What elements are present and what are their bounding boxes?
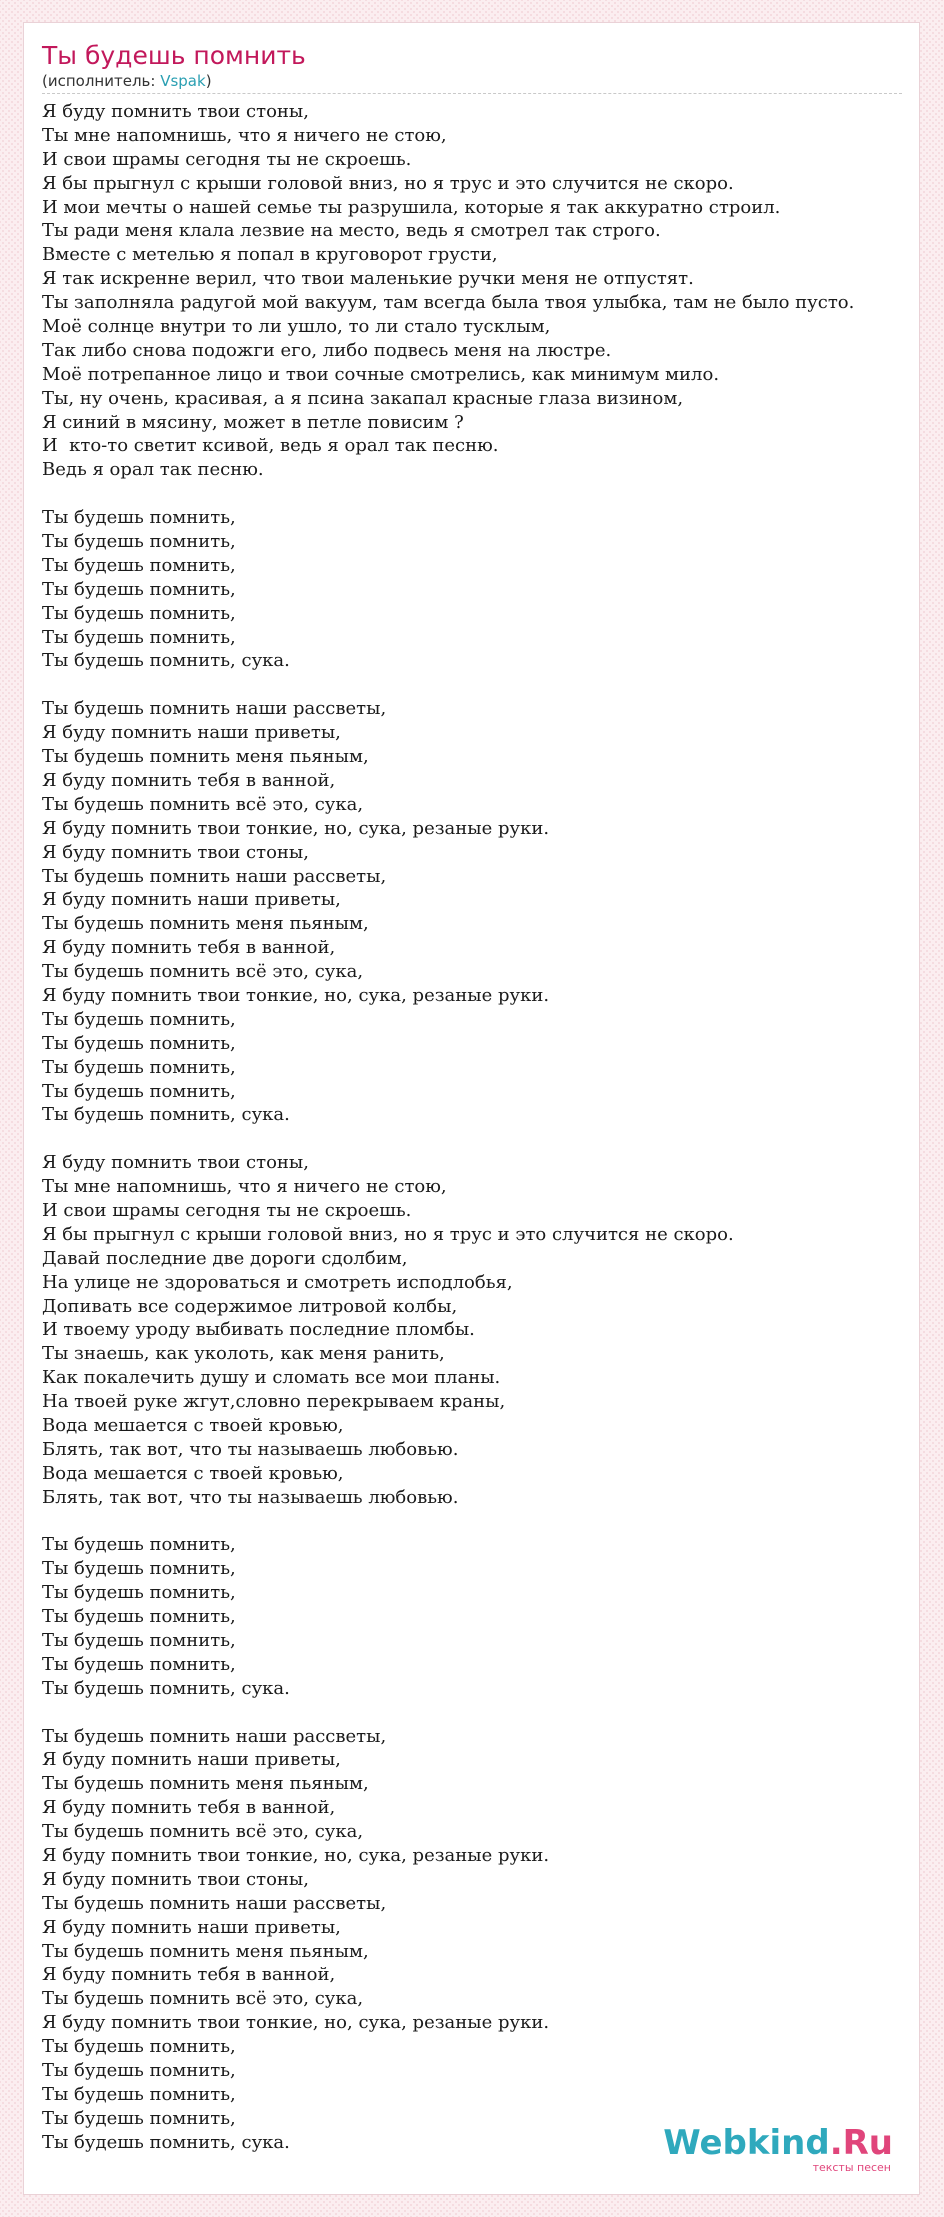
- lyric-line: На твоей руке жгут,словно перекрываем краны,: [42, 1391, 506, 1413]
- lyric-line: Ты будешь помнить,: [42, 531, 236, 553]
- lyric-line: Ты мне напомнишь, что я ничего не стою,: [42, 1176, 447, 1198]
- lyrics-body: [42, 100, 920, 2155]
- artist-line: [42, 71, 902, 94]
- lyric-line: Ты знаешь, как уколоть, как меня ранить,: [42, 1343, 445, 1365]
- lyric-line: Ты будешь помнить всё это, сука,: [42, 961, 364, 983]
- logo-text-accent: .Ru: [829, 2123, 893, 2163]
- artist-prefix: (исполнитель:: [42, 72, 161, 90]
- lyric-line: Ты будешь помнить,: [42, 2107, 236, 2129]
- lyric-line: Ты будешь помнить,: [42, 554, 236, 576]
- lyric-line: Моё потрепанное лицо и твои сочные смотрелись, как минимум мило.: [42, 363, 720, 385]
- lyric-line: Я буду помнить твои тонкие, но, сука, резаные руки.: [42, 2012, 550, 2034]
- lyric-line: Моё солнце внутри то ли ушло, то ли стало тусклым,: [42, 316, 551, 338]
- lyric-line: Ты будешь помнить,: [42, 1008, 236, 1030]
- song-title: Ты будешь помнить: [42, 41, 306, 70]
- lyric-line: Я буду помнить наши приветы,: [42, 722, 341, 744]
- lyric-line: Я буду помнить тебя в ванной,: [42, 1797, 336, 1819]
- lyric-line: Я синий в мясину, может в петле повисим ?: [42, 411, 464, 433]
- lyric-line: Я буду помнить твои тонкие, но, сука, резаные руки.: [42, 984, 550, 1006]
- lyric-line: Ты будешь помнить, сука.: [42, 1104, 290, 1126]
- lyric-line: Ты будешь помнить всё это, сука,: [42, 793, 364, 815]
- lyric-line: Ты будешь помнить,: [42, 507, 236, 529]
- lyric-line: Ты будешь помнить,: [42, 1056, 236, 1078]
- lyric-line: Ты будешь помнить, сука.: [42, 2131, 290, 2153]
- lyric-line: И кто-то светит ксивой, ведь я орал так песню.: [42, 435, 499, 457]
- lyric-line: Ты будешь помнить,: [42, 1630, 236, 1651]
- logo-text-primary: Webkind: [663, 2123, 830, 2163]
- lyric-line: Вода мешается с твоей кровью,: [42, 1414, 344, 1436]
- stanza-break: [42, 1701, 920, 1725]
- lyric-line: И свои шрамы сегодня ты не скроешь.: [42, 148, 412, 170]
- lyric-line: Я буду помнить наши приветы,: [42, 1749, 341, 1771]
- lyric-line: Вода мешается с твоей кровью,: [42, 1462, 344, 1484]
- lyric-line: Ты будешь помнить наши рассветы,: [42, 698, 387, 720]
- stanza-break: [42, 482, 920, 506]
- lyric-line: Я так искренне верил, что твои маленькие ручки меня не отпустят.: [42, 268, 694, 290]
- lyric-line: Ты будешь помнить,: [42, 1582, 236, 1604]
- lyric-line: И твоему уроду выбивать последние пломбы.: [42, 1319, 475, 1341]
- lyric-line: Блять, так вот, что ты называешь любовью.: [42, 1438, 459, 1460]
- lyric-line: Ты будешь помнить меня пьяным,: [42, 1773, 369, 1795]
- lyric-line: Я буду помнить твои тонкие, но, сука, резаные руки.: [42, 1845, 550, 1867]
- lyric-line: Ты заполняла радугой мой вакуум, там всегда была твоя улыбка, там не было пусто.: [42, 292, 855, 314]
- lyric-line: Ты будешь помнить,: [42, 2083, 236, 2105]
- lyric-line: Я буду помнить твои стоны,: [42, 1868, 309, 1890]
- lyric-line: Я бы прыгнул с крыши головой вниз, но я трус и это случится не скоро.: [42, 1223, 734, 1245]
- lyric-line: Я буду помнить тебя в ванной,: [42, 769, 336, 791]
- lyric-line: Ты будешь помнить, сука.: [42, 650, 290, 672]
- lyric-line: Ты будешь помнить,: [42, 1558, 236, 1580]
- lyric-line: Ты будешь помнить,: [42, 1606, 236, 1628]
- logo-tagline: тексты песен: [812, 2161, 891, 2174]
- lyric-line: Ты будешь помнить всё это, сука,: [42, 1821, 364, 1843]
- lyric-line: Блять, так вот, что ты называешь любовью.: [42, 1486, 459, 1508]
- lyric-line: Ты будешь помнить,: [42, 2060, 236, 2082]
- lyric-line: Ты будешь помнить,: [42, 1080, 236, 1102]
- lyric-line: Ты будешь помнить меня пьяным,: [42, 1940, 369, 1962]
- lyric-line: Я бы прыгнул с крыши головой вниз, но я трус и это случится не скоро.: [42, 172, 734, 194]
- lyric-line: Ты будешь помнить наши рассветы,: [42, 1892, 387, 1914]
- lyric-line: Ты будешь помнить всё это, сука,: [42, 1988, 364, 2010]
- lyric-line: Я буду помнить твои стоны,: [42, 841, 309, 863]
- lyric-line: Я буду помнить тебя в ванной,: [42, 937, 336, 959]
- lyric-line: Я буду помнить тебя в ванной,: [42, 1964, 336, 1986]
- stanza-break: [42, 1510, 920, 1534]
- lyric-line: На улице не здороваться и смотреть исподлобья,: [42, 1271, 513, 1293]
- stanza-break: [42, 1127, 920, 1151]
- lyric-line: Я буду помнить твои стоны,: [42, 1152, 309, 1174]
- artist-link[interactable]: Vspak: [160, 72, 206, 90]
- lyric-line: Вместе с метелью я попал в круговорот грусти,: [42, 244, 498, 266]
- lyric-line: Ты будешь помнить наши рассветы,: [42, 865, 387, 887]
- lyric-line: Ты будешь помнить,: [42, 1534, 236, 1556]
- lyric-line: Ты будешь помнить,: [42, 578, 236, 600]
- lyric-line: Ты будешь помнить,: [42, 1032, 236, 1054]
- logo-wordmark: [663, 2124, 893, 2162]
- artist-suffix: ): [205, 72, 212, 90]
- stanza-break: [42, 673, 920, 697]
- lyric-line: Я буду помнить наши приветы,: [42, 889, 341, 911]
- lyric-line: Ты будешь помнить, сука.: [42, 1677, 290, 1699]
- lyric-line: Ты будешь помнить,: [42, 602, 236, 624]
- lyric-line: Я буду помнить твои стоны,: [42, 101, 309, 122]
- lyric-line: Я буду помнить твои тонкие, но, сука, резаные руки.: [42, 817, 550, 839]
- lyric-line: И свои шрамы сегодня ты не скроешь.: [42, 1199, 412, 1221]
- lyric-line: Ты будешь помнить,: [42, 626, 236, 648]
- lyric-line: Ты мне напомнишь, что я ничего не стою,: [42, 124, 447, 146]
- lyric-line: Ты будешь помнить,: [42, 1653, 236, 1675]
- lyric-line: И мои мечты о нашей семье ты разрушила, которые я так аккуратно строил.: [42, 196, 781, 218]
- lyric-line: Ты будешь помнить меня пьяным,: [42, 746, 369, 768]
- lyric-line: Как покалечить душу и сломать все мои планы.: [42, 1367, 501, 1389]
- lyric-line: Давай последние две дороги сдолбим,: [42, 1247, 408, 1269]
- lyric-line: Ты будешь помнить наши рассветы,: [42, 1725, 387, 1747]
- lyric-line: Допивать все содержимое литровой колбы,: [42, 1295, 458, 1317]
- webkind-logo[interactable]: [663, 2123, 893, 2174]
- lyric-line: Ты ради меня клала лезвие на место, ведь я смотрел так строго.: [42, 220, 661, 242]
- lyric-line: Ведь я орал так песню.: [42, 459, 264, 481]
- lyric-line: Ты будешь помнить,: [42, 2036, 236, 2058]
- lyrics-card: [23, 22, 920, 2195]
- lyric-line: Так либо снова подожги его, либо подвесь меня на люстре.: [42, 339, 612, 361]
- lyric-line: Я буду помнить наши приветы,: [42, 1916, 341, 1938]
- lyric-line: Ты будешь помнить меня пьяным,: [42, 913, 369, 935]
- lyric-line: Ты, ну очень, красивая, а я псина закапал красные глаза визином,: [42, 387, 684, 409]
